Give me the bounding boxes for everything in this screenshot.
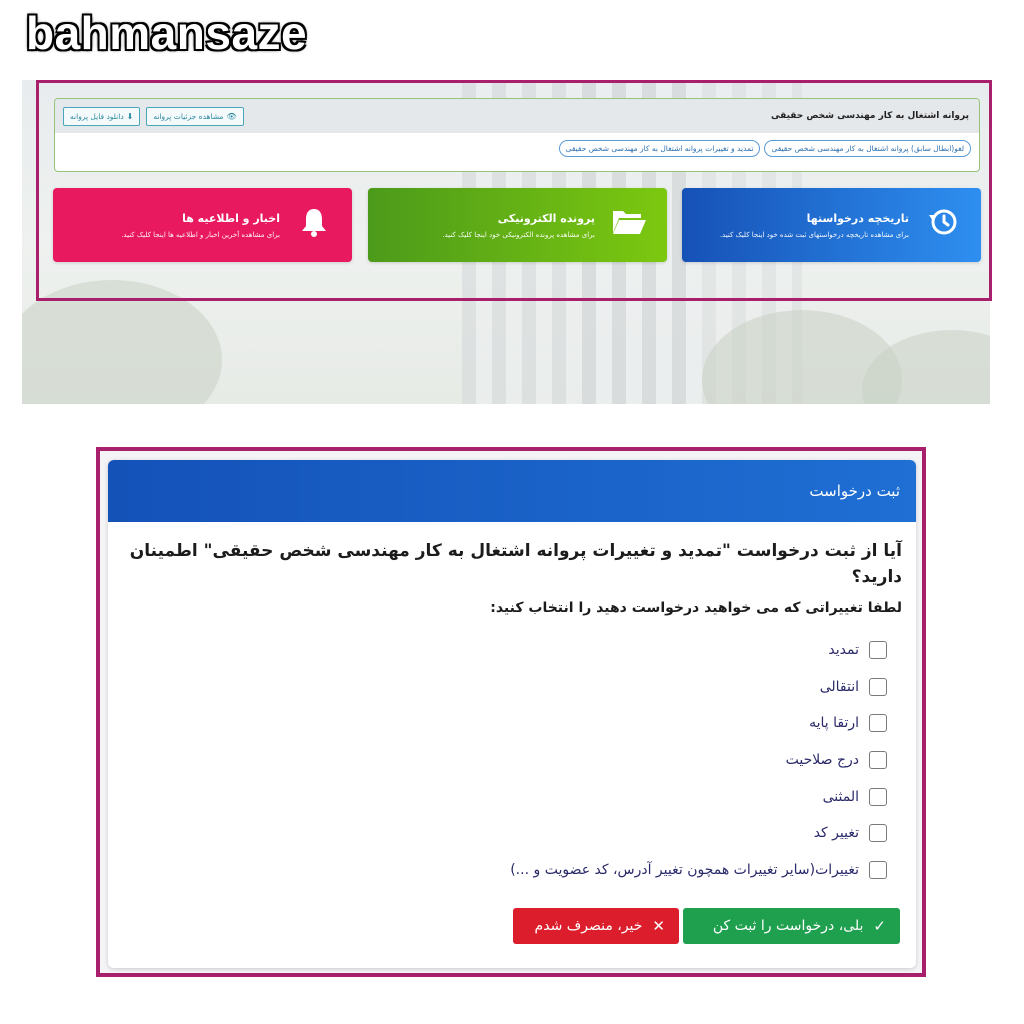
option-label: درج صلاحیت — [785, 752, 859, 769]
option-other-changes[interactable] — [122, 852, 887, 889]
option-label: المثنی — [822, 788, 859, 805]
view-license-details-label: مشاهده جزئیات پروانه — [153, 111, 224, 121]
cancel-request-button[interactable] — [513, 908, 679, 944]
option-label: تغییر کد — [813, 825, 859, 842]
checkbox[interactable] — [869, 824, 887, 842]
card-electronic-file[interactable] — [368, 188, 667, 262]
checkbox[interactable] — [869, 788, 887, 806]
card-request-history[interactable] — [682, 188, 981, 262]
option-label: تغییرات(سایر تغییرات همچون تغییر آدرس، کد عضویت و ...) — [510, 861, 859, 878]
card-subtitle: برای مشاهده پرونده الکترونیکی خود اینجا کلیک کنید. — [442, 230, 595, 239]
checkbox[interactable] — [869, 714, 887, 732]
download-license-label: دانلود فایل پروانه — [70, 111, 124, 121]
dialog-actions — [513, 908, 900, 944]
eye-icon: 👁 — [226, 111, 237, 121]
view-license-details-button[interactable] — [146, 107, 243, 126]
tag-renew-license[interactable]: تمدید و تغییرات پروانه اشتغال به کار مهندسی شخص حقیقی — [559, 140, 761, 157]
dialog-title: ثبت درخواست — [809, 482, 900, 500]
card-request-history-text — [720, 212, 909, 239]
option-label: ارتقا پایه — [809, 715, 859, 732]
selection-instruction: لطفا تغییراتی که می خواهید درخواست دهید را انتخاب کنید: — [490, 600, 902, 616]
license-request-tags — [55, 133, 979, 157]
checkbox[interactable] — [869, 751, 887, 769]
cancel-label: خیر، منصرف شدم — [534, 918, 643, 934]
checkbox[interactable] — [869, 641, 887, 659]
dialog-header — [108, 460, 916, 522]
card-subtitle: برای مشاهده آخرین اخبار و اطلاعیه ها اینجا کلیک کنید. — [121, 230, 280, 239]
close-icon: ✕ — [652, 917, 665, 935]
option-add-qualification[interactable] — [122, 742, 887, 779]
card-electronic-file-text — [442, 212, 595, 239]
option-label: تمدید — [828, 642, 859, 659]
option-transfer[interactable] — [122, 669, 887, 706]
tag-cancel-license[interactable]: لغو(ابطال سابق) پروانه اشتغال به کار مهندسی شخص حقیقی — [764, 140, 971, 157]
confirm-label: بلی، درخواست را ثبت کن — [712, 918, 864, 934]
card-news-text — [121, 212, 280, 239]
bell-icon — [294, 206, 334, 245]
register-request-dialog — [108, 460, 916, 968]
checkbox[interactable] — [869, 678, 887, 696]
download-license-button[interactable] — [63, 107, 140, 126]
card-news[interactable] — [53, 188, 352, 262]
folder-open-icon — [609, 207, 649, 244]
history-icon — [923, 206, 963, 245]
card-title: پرونده الکترونیکی — [497, 211, 595, 225]
confirmation-question: آیا از ثبت درخواست "تمدید و تغییرات پروانه اشتغال به کار مهندسی شخص حقیقی" اطمینان دارید؟ — [129, 541, 902, 587]
card-subtitle: برای مشاهده تاریخچه درخواستهای ثبت شده خود اینجا کلیک کنید. — [719, 230, 909, 239]
license-header — [55, 99, 979, 133]
option-duplicate[interactable] — [122, 778, 887, 815]
license-actions — [63, 107, 244, 126]
option-renewal[interactable] — [122, 632, 887, 669]
option-grade-upgrade[interactable] — [122, 705, 887, 742]
change-options-list — [122, 632, 902, 888]
download-icon: ⬇ — [126, 111, 134, 121]
dialog-body — [108, 522, 916, 968]
license-title: پروانه اشتغال به کار مهندسی شخص حقیقی — [771, 111, 969, 121]
option-label: انتقالی — [819, 678, 859, 695]
license-panel — [54, 98, 980, 172]
card-title: اخبار و اطلاعیه ها — [182, 211, 280, 225]
check-icon: ✓ — [873, 917, 886, 935]
confirm-request-button[interactable] — [683, 908, 900, 944]
watermark-logo: bahmansaze — [26, 7, 308, 59]
option-change-code[interactable] — [122, 815, 887, 852]
checkbox[interactable] — [869, 861, 887, 879]
card-title: تاریخچه درخواستها — [806, 211, 909, 225]
dashboard-cards — [53, 188, 981, 262]
